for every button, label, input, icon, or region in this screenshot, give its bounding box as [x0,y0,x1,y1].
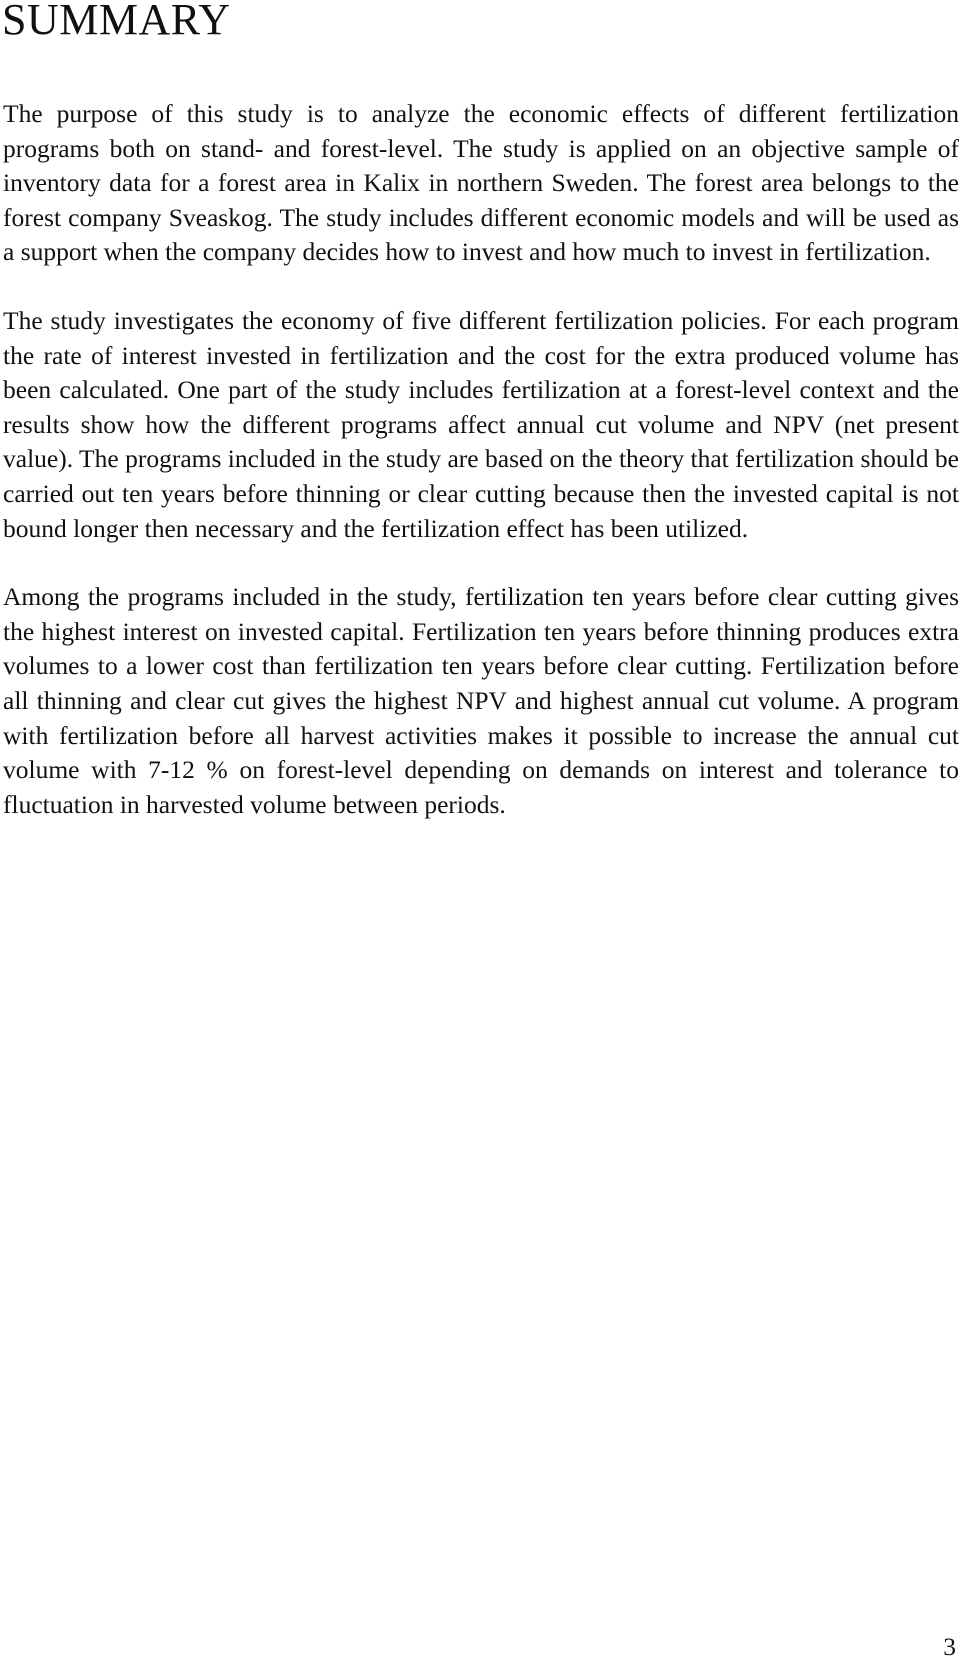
paragraph-results: Among the programs included in the study, fertilization ten years before clear cutting gives the highest interest on invested capital. Fertilization ten years before thinning produces extra volumes to a lower cost than fertilization ten years before clear cutting. Fertilization before all thinning and clear cut gives the highest NPV and highest annual cut volume. A program with fertilization before all harvest activities makes it possible to increase the annual cut volume with 7-12 % on forest-level depending on demands on interest and tolerance to fluctuation in harvested volume between periods. [3,582,959,819]
paragraph-purpose: The purpose of this study is to analyze the economic effects of different fertilization programs both on stand- and forest-level. The study is applied on an objective sample of inventory data for a forest area in Kalix in northern Sweden. The forest area belongs to the forest company Sveaskog. The study includes different economic models and will be used as a support when the company decides how to invest and how much to invest in fertilization. [3,99,959,267]
summary-body [3,97,959,856]
page-title: SUMMARY [2,0,231,44]
paragraph-policies: The study investigates the economy of five different fertilization policies. For each program the rate of interest invested in fertilization and the cost for the extra produced volume has been calculated. One part of the study includes fertilization at a forest-level context and the results show how the different programs affect annual cut volume and NPV (net present value). The programs included in the study are based on the theory that fertilization should be carried out ten years before thinning or clear cutting because then the invested capital is not bound longer then necessary and the fertilization effect has been utilized. [3,305,959,543]
page-number: 3 [943,1632,956,1661]
